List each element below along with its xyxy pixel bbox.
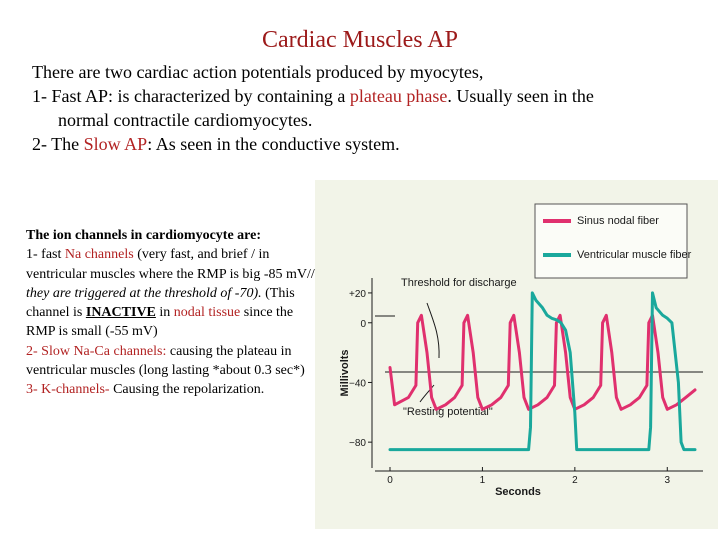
y-tick-label: +20	[349, 288, 366, 300]
na-ca-channels-highlight: 2- Slow Na-Ca channels:	[26, 343, 167, 359]
x-axis-label: Seconds	[495, 486, 541, 498]
ion-item-1-text2: (This channel is	[26, 285, 295, 321]
annotation-threshold: Threshold for discharge	[401, 277, 517, 289]
slow-ap-highlight: Slow AP	[83, 134, 148, 154]
ion-heading: The ion channels in cardiomyocyte are:	[26, 228, 262, 243]
nodal-tissue-highlight: nodal tissue	[173, 305, 241, 321]
ion-item-1-prefix: 1- fast	[26, 247, 65, 263]
na-channels-highlight: Na channels	[64, 247, 134, 263]
fast-ap-prefix: 1- Fast AP: is characterized by containing a	[32, 86, 350, 106]
inactive-label: INACTIVE	[85, 305, 156, 321]
ion-item-1-text3: in	[155, 305, 174, 321]
ion-item-2-text: causing the plateau in ventricular muscles (long lasting *about 0.3 sec*)	[26, 343, 305, 379]
ion-channels-text	[26, 226, 316, 400]
x-tick-label: 0	[387, 475, 393, 486]
x-ticks	[387, 467, 670, 486]
plateau-phase-highlight: plateau phase	[349, 86, 448, 106]
ion-item-1	[26, 245, 316, 341]
x-tick-label: 2	[572, 475, 578, 486]
intro-text	[32, 60, 692, 156]
threshold-pointer	[427, 303, 439, 358]
y-tick-label: −40	[349, 378, 366, 390]
action-potential-figure	[315, 180, 718, 529]
ion-item-1-italic: they are triggered at the threshold of -70).	[26, 285, 262, 301]
legend-label-ventricular: Ventricular muscle fiber	[577, 249, 692, 261]
y-ticks	[349, 289, 372, 449]
series-line-ventricular	[390, 293, 695, 450]
fast-ap-line	[32, 84, 692, 108]
x-tick-label: 1	[479, 475, 486, 486]
y-axis-label: Millivolts	[339, 349, 351, 397]
legend-label-sinus: Sinus nodal fiber	[577, 215, 659, 227]
ion-item-3	[26, 380, 316, 399]
y-tick-label: −80	[349, 438, 366, 450]
annotation-resting: "Resting potential"	[403, 406, 493, 418]
x-tick-label: 3	[664, 475, 671, 486]
slow-ap-suffix: : As seen in the conductive system.	[147, 134, 400, 154]
slow-ap-prefix: 2- The	[32, 134, 84, 154]
intro-line: There are two cardiac action potentials produced by myocytes,	[32, 62, 484, 82]
fast-ap-suffix: . Usually seen in the	[447, 86, 594, 106]
ion-item-1-text4: since the RMP is small (-55 mV)	[26, 305, 294, 340]
slow-ap-line	[32, 132, 692, 156]
action-potential-chart	[315, 180, 718, 529]
ion-item-3-text: Causing the repolarization.	[109, 382, 265, 398]
series-lines	[390, 293, 695, 450]
k-channels-highlight: 3- K-channels-	[26, 382, 110, 398]
fast-ap-continuation: normal contractile cardiomyocytes.	[58, 110, 313, 130]
y-tick-label: 0	[360, 318, 366, 330]
ion-item-1-text: (very fast, and brief / in ventricular muscles where the RMP is big -85 mV//	[26, 247, 315, 282]
slide-title: Cardiac Muscles AP	[262, 27, 458, 53]
ion-item-2	[26, 342, 316, 381]
